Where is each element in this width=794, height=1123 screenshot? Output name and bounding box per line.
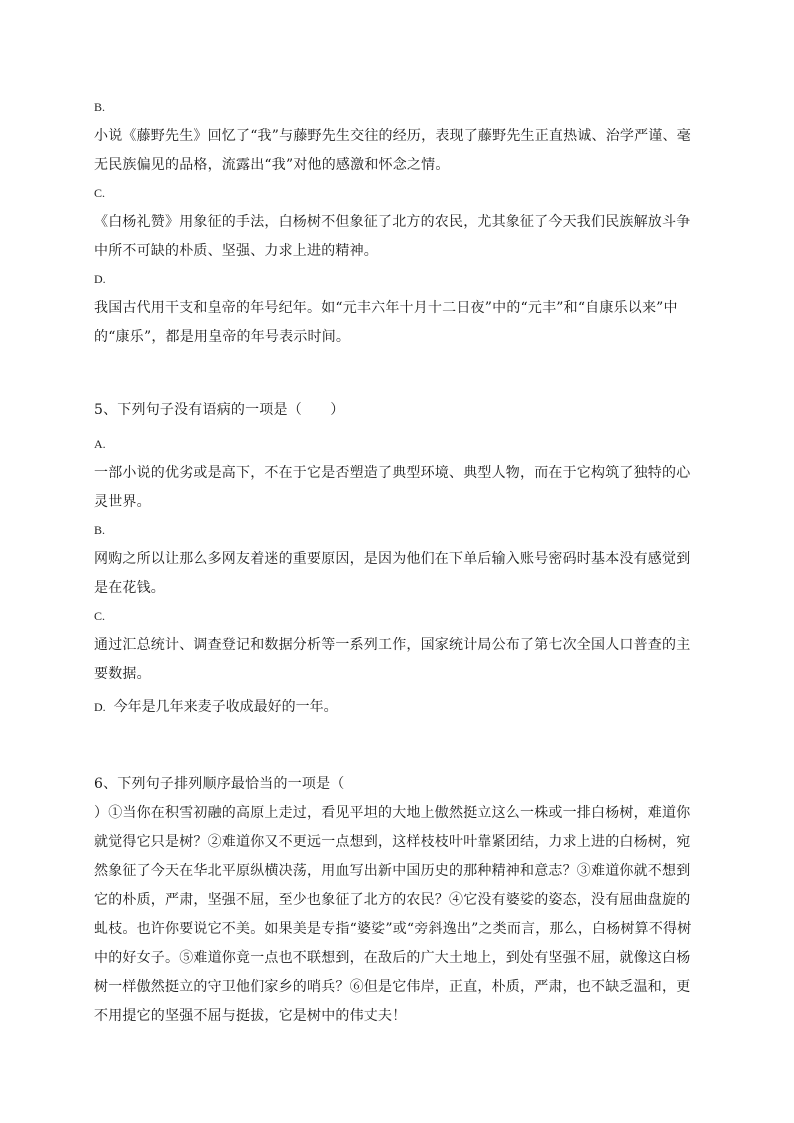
option-text: 通过汇总统计、调查登记和数据分析等一系列工作，国家统计局公布了第七次全国人口普查的主要数据。: [94, 637, 691, 682]
q5-option-c[interactable]: [94, 607, 694, 689]
option-letter: C.: [94, 609, 106, 623]
q4-option-d[interactable]: [94, 270, 694, 352]
option-letter: B.: [94, 523, 106, 537]
option-text: 一部小说的优劣或是高下，不在于它是否塑造了典型环境、典型人物，而在于它构筑了独特的心灵世界。: [94, 465, 691, 510]
option-text: 网购之所以让那么多网友着迷的重要原因，是因为他们在下单后输入账号密码时基本没有感觉到是在花钱。: [94, 551, 691, 596]
q4-option-b[interactable]: [94, 98, 694, 180]
document-page: [94, 96, 694, 1031]
option-text: 今年是几年来麦子收成最好的一年。: [113, 699, 338, 715]
spacer: [94, 356, 694, 396]
q5-option-a[interactable]: [94, 435, 694, 517]
q5-stem: 5、下列句子没有语病的一项是（ ）: [94, 402, 345, 418]
q4-option-c[interactable]: [94, 184, 694, 266]
option-letter: D.: [94, 700, 106, 714]
q6-passage: ）①当你在积雪初融的高原上走过，看见平坦的大地上傲然挺立这么一株或一排白杨树，难道你就觉得它只是树？②难道你又不更远一点想到，这样枝枝叶叶靠紧团结，力求上进的白杨树，宛然象征了今天在华北平原纵横决荡，用血写出新中国历史的那种精神和意志？③难道你就不想到它的朴质，严肃，坚强不屈，至少也象征了北方的农民？④它没有婆娑的姿态，没有屈曲盘旋的虬枝。也许你要说它不美。如果美是专指“婆娑”或“旁斜逸出”之类而言，那么，白杨树算不得树中的好女子。⑤难道你竟一点也不联想到，在敌后的广大土地上，到处有坚强不屈，就像这白杨树一样傲然挺立的守卫他们家乡的哨兵？⑥但是它伟岸，正直，朴质，严肃，也不缺乏温和，更不用提它的坚强不屈与挺拔，它是树中的伟丈夫！: [94, 805, 692, 1024]
option-text: 小说《藤野先生》回忆了“我”与藤野先生交往的经历，表现了藤野先生正直热诚、治学严谨、毫无民族偏见的品格，流露出“我”对他的感激和怀念之情。: [94, 128, 691, 173]
option-letter: D.: [94, 272, 106, 286]
option-text: 我国古代用干支和皇帝的年号纪年。如“元丰六年十月十二日夜”中的“元丰”和“自康乐以来”中的“康乐”，都是用皇帝的年号表示时间。: [94, 300, 678, 345]
q6-stem: 6、下列句子排列顺序最恰当的一项是（: [94, 776, 345, 792]
option-letter: B.: [94, 100, 106, 114]
q5-option-b[interactable]: [94, 521, 694, 603]
spacer: [94, 722, 694, 770]
q5-option-d[interactable]: [94, 693, 694, 722]
option-letter: C.: [94, 186, 106, 200]
option-letter: A.: [94, 437, 106, 451]
option-text: 《白杨礼赞》用象征的手法，白杨树不但象征了北方的农民，尤其象征了今天我们民族解放斗争中所不可缺的朴质、坚强、力求上进的精神。: [94, 214, 691, 259]
